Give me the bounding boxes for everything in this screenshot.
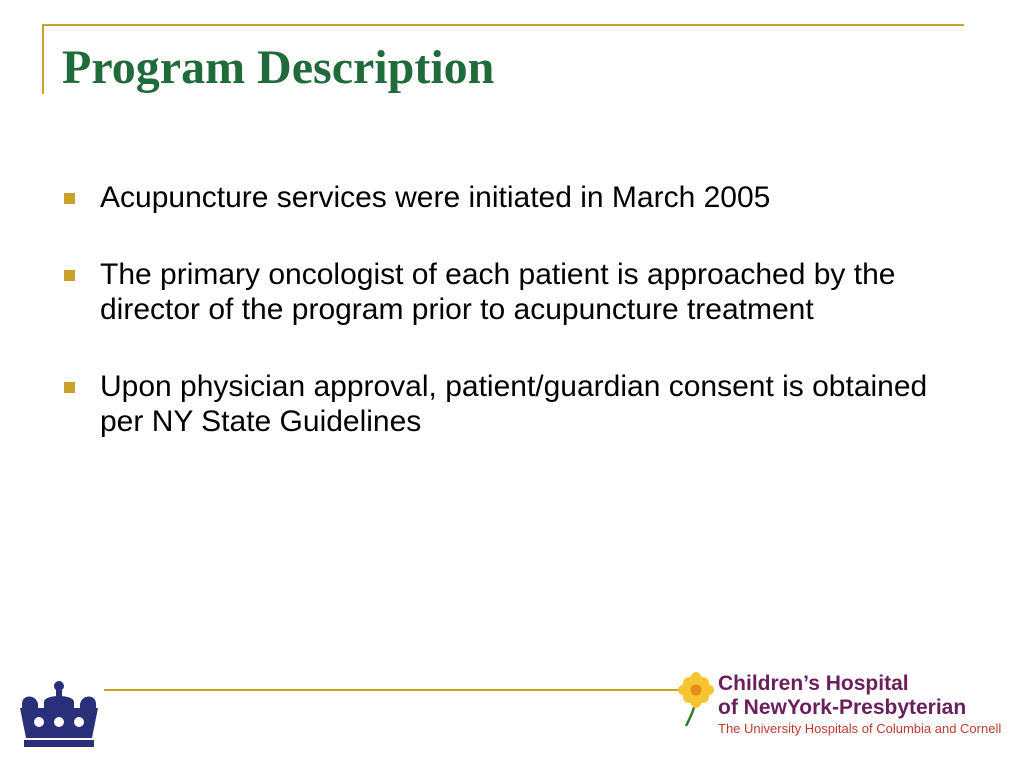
hospital-logo: [678, 672, 1018, 742]
square-bullet-icon: [64, 193, 75, 204]
logo-text: [718, 672, 1001, 738]
bullet-list: [62, 180, 962, 481]
square-bullet-icon: [64, 270, 75, 281]
bullet-text: Acupuncture services were initiated in March 2005: [100, 181, 771, 214]
bullet-text: The primary oncologist of each patient is approached by the director of the program prior to acupuncture treatment: [100, 258, 896, 326]
bullet-item: [62, 180, 962, 215]
bullet-item: [62, 369, 962, 439]
frame-left-rule: [42, 24, 44, 94]
bullet-item: [62, 257, 962, 327]
logo-name-line1: Children’s Hospital: [718, 672, 909, 695]
crown-icon: [14, 680, 104, 750]
square-bullet-icon: [64, 382, 75, 393]
frame-top-rule: [42, 24, 964, 26]
bullet-text: Upon physician approval, patient/guardian consent is obtained per NY State Guidelines: [100, 370, 928, 438]
logo-name-line2: of NewYork-Presbyterian: [718, 696, 967, 719]
daffodil-icon: [678, 672, 714, 728]
logo-tagline: The University Hospitals of Columbia and Cornell: [718, 721, 1002, 736]
slide-title: Program Description: [62, 41, 495, 94]
footer-rule: [104, 689, 684, 691]
